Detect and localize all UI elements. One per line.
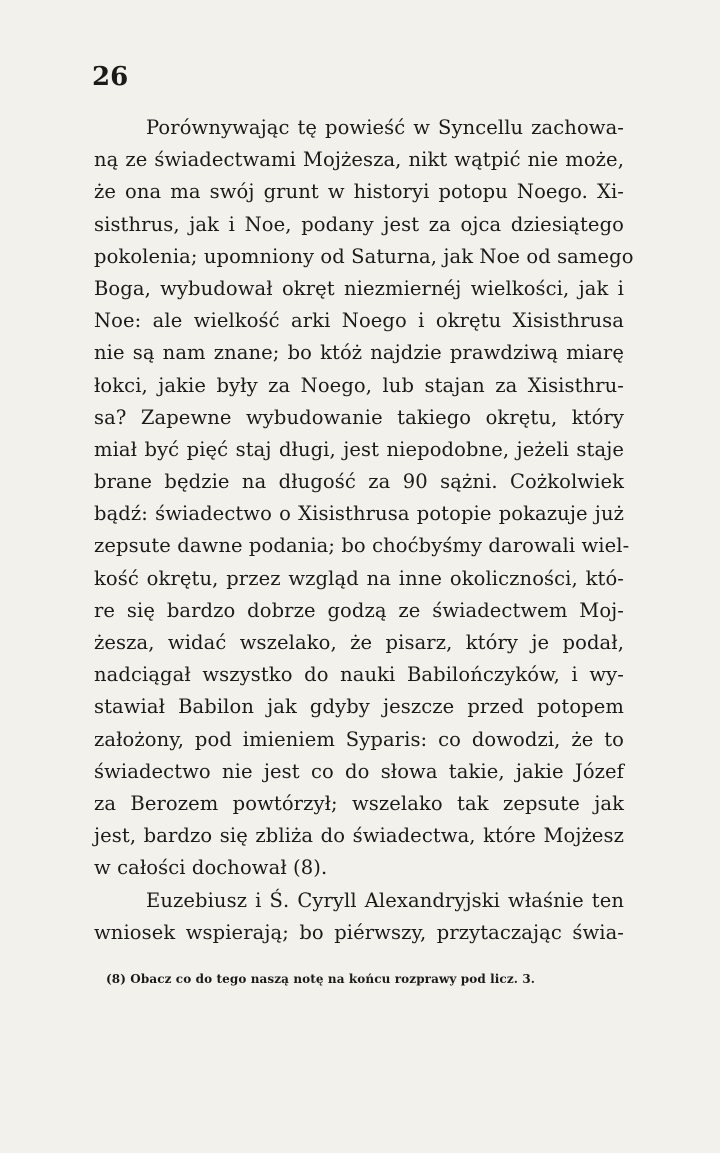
text-line: pokolenia; upomniony od Saturna, jak Noe od samego — [94, 244, 634, 268]
text-line: Noe: ale wielkość arki Noego i okrętu Xisisthrusa — [94, 309, 624, 333]
text-line: łokci, jakie były za Noego, lub stajan za Xisisthru- — [94, 373, 624, 397]
text-line: bądź: świadectwo o Xisisthrusa potopie pokazuje już — [94, 502, 624, 526]
page-number: 26 — [92, 62, 129, 92]
body-text — [94, 112, 634, 949]
text-line: jest, bardzo się zbliża do świadectwa, które Mojżesz — [94, 824, 624, 848]
text-line: założony, pod imieniem Syparis: co dowodzi, że to — [94, 727, 624, 751]
text-line: kość okrętu, przez wzgląd na inne okoliczności, któ- — [94, 566, 624, 590]
text-line: stawiał Babilon jak gdyby jeszcze przed potopem — [94, 695, 624, 719]
text-line: Euzebiusz i Ś. Cyryll Alexandryjski właśnie ten — [146, 888, 624, 912]
text-line: sisthrus, jak i Noe, podany jest za ojca dziesiątego — [94, 212, 624, 236]
text-line: żesza, widać wszelako, że pisarz, który je podał, — [94, 631, 624, 654]
text-line: ną ze świadectwami Mojżesza, nikt wątpić nie może, — [94, 148, 624, 172]
text-line: zepsute dawne podania; bo choćbyśmy darowali wiel- — [94, 534, 630, 558]
text-line: re się bardzo dobrze godzą ze świadectwem Moj- — [94, 598, 624, 622]
text-line: nadciągał wszystko do nauki Babilończyków, i wy- — [94, 663, 624, 687]
footnote: (8) Obacz co do tego naszą notę na końcu rozprawy pod licz. 3. — [106, 972, 536, 986]
text-line: za Berozem powtórzył; wszelako tak zepsute jak — [94, 791, 624, 815]
text-line: brane będzie na długość za 90 sążni. Cożkolwiek — [94, 470, 624, 494]
text-line: w całości dochował (8). — [94, 856, 328, 880]
text-line: świadectwo nie jest co do słowa takie, jakie Józef — [94, 759, 624, 783]
text-line: wniosek wspierają; bo piérwszy, przytaczając świa- — [94, 920, 624, 944]
text-line: nie są nam znane; bo któż najdzie prawdziwą miarę — [94, 341, 624, 365]
text-line: że ona ma swój grunt w historyi potopu Noego. Xi- — [94, 180, 624, 204]
text-line: miał być pięć staj długi, jest niepodobne, jeżeli staje — [94, 437, 624, 461]
text-line: sa? Zapewne wybudowanie takiego okrętu, który — [94, 405, 624, 429]
text-line: Boga, wybudował okręt niezmiernéj wielkości, jak i — [94, 276, 624, 300]
text-line: Porównywając tę powieść w Syncellu zachowa- — [146, 116, 624, 139]
